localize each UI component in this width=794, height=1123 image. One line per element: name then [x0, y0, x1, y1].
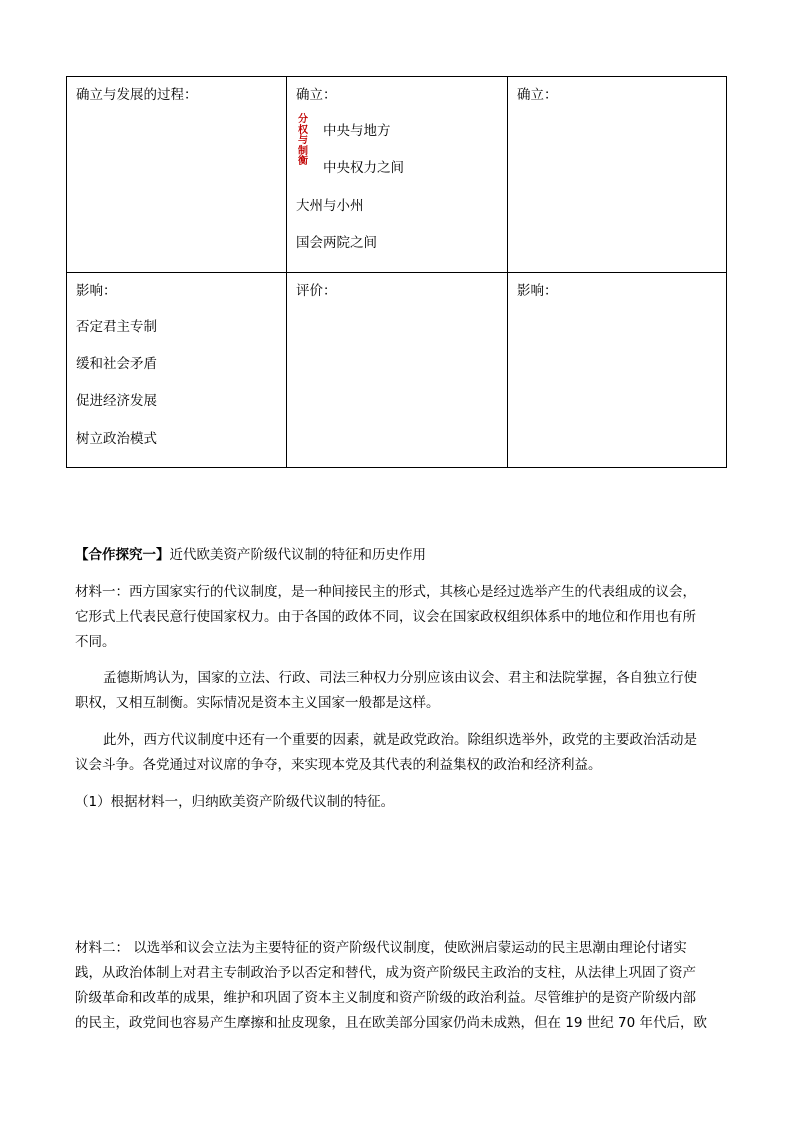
paragraph2-line: 孟德斯鸠认为，国家的立法、行政、司法三种权力分别应该由议会、君主和法院掌握，各自独立行使: [103, 670, 697, 686]
material1-line: 材料一：西方国家实行的代议制度，是一种间接民主的形式，其核心是经过选举产生的代表组成的议会，: [75, 584, 696, 600]
material2-line: 的民主，政党间也容易产生摩擦和扯皮现象，且在欧美部分国家仍尚未成熟，但在 19 世纪 70 年代后，欧: [75, 1015, 708, 1031]
cell-impact-1: [67, 273, 286, 468]
cell-process: [67, 77, 286, 272]
cell-heading: 确立：: [517, 87, 558, 103]
cell-heading: 评价：: [296, 283, 337, 299]
material1-line: 它形式上代表民意行使国家权力。由于各国的政体不同，议会在国家政权组织体系中的地位和作用也有所: [75, 609, 696, 625]
list-item: 促进经济发展: [76, 393, 157, 409]
cell-evaluation: [287, 273, 507, 468]
section-title-bracket: 【合作探究一】: [75, 547, 170, 563]
comparison-table: [66, 76, 727, 468]
cell-establish-2: [508, 77, 727, 272]
cell-heading: 影响：: [517, 283, 558, 299]
cell-impact-2: [508, 273, 727, 468]
cell-heading: 确立：: [296, 87, 337, 103]
paragraph2-line: 职权，又相互制衡。实际情况是资本主义国家一般都是这样。: [75, 695, 440, 711]
section-title-text: 近代欧美资产阶级代议制的特征和历史作用: [169, 547, 426, 563]
material2-line: 材料二： 以选举和议会立法为主要特征的资产阶级代议制度，使欧洲启蒙运动的民主思潮由理论付诸实: [75, 940, 687, 956]
list-item: 中央权力之间: [323, 160, 404, 176]
material1-line: 不同。: [75, 634, 116, 650]
material2-line: 践，从政治体制上对君主专制政治予以否定和替代，成为资产阶级民主政治的支柱，从法律上巩固了资产: [75, 965, 696, 981]
section-title: [75, 545, 426, 565]
paragraph3-line: 此外，西方代议制度中还有一个重要的因素，就是政党政治。除组织选举外，政党的主要政治活动是: [103, 732, 697, 748]
list-item: 否定君主专制: [76, 319, 157, 335]
list-item: 国会两院之间: [296, 235, 377, 251]
paragraph3-line: 议会斗争。各党通过对议席的争夺，来实现本党及其代表的利益集权的政治和经济利益。: [75, 757, 602, 773]
cell-establish-1: [287, 77, 507, 272]
list-item: 大州与小州: [296, 198, 364, 214]
material2-line: 阶级革命和改革的成果，维护和巩固了资本主义制度和资产阶级的政治利益。尽管维护的是资产阶级内部: [75, 990, 696, 1006]
list-item: 中央与地方: [323, 123, 391, 139]
list-item: 缓和社会矛盾: [76, 356, 157, 372]
list-item: 树立政治模式: [76, 431, 157, 447]
cell-heading: 影响：: [76, 283, 117, 299]
vertical-label-separation-of-powers: 分 权 与 制 衡: [298, 114, 308, 167]
question-1: （1）根据材料一，归纳欧美资产阶级代议制的特征。: [75, 794, 395, 810]
cell-heading: 确立与发展的过程：: [76, 87, 198, 103]
